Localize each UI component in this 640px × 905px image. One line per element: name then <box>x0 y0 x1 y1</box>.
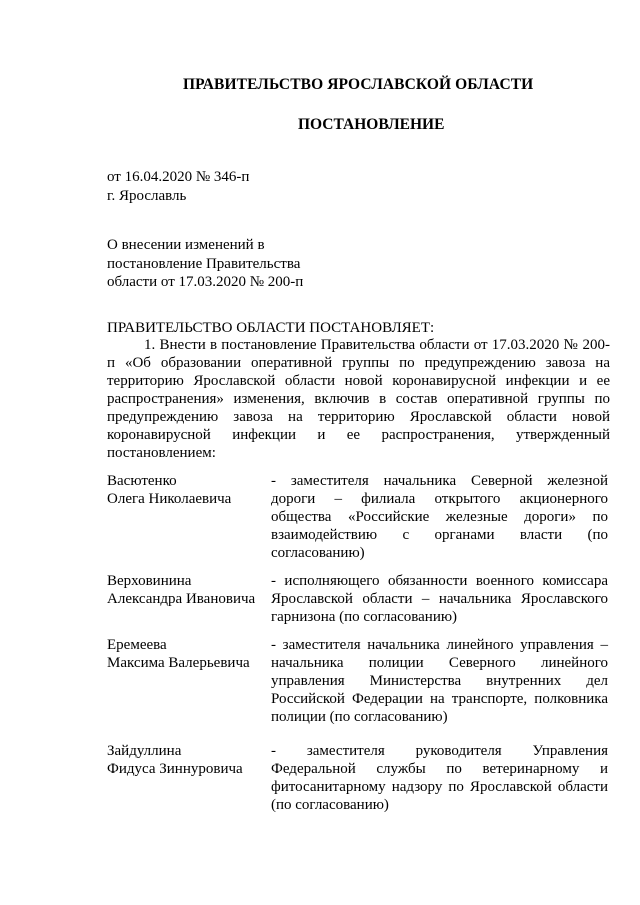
member-name <box>107 472 271 562</box>
date-number: от 16.04.2020 № 346-п <box>107 169 250 185</box>
member-surname: Верховинина <box>107 573 192 589</box>
member-given-names: Олега Николаевича <box>107 491 232 507</box>
member-entry <box>107 742 610 814</box>
member-surname: Зайдуллина <box>107 743 182 759</box>
document-meta <box>107 168 249 206</box>
document-subject <box>107 236 303 292</box>
city: г. Ярославль <box>107 188 187 204</box>
member-entry <box>107 636 610 726</box>
member-position: - заместителя руководителя Управления Федеральной службы по ветеринарному и фитосанитарному надзору по Ярославской области (по согласованию) <box>271 743 608 813</box>
member-surname: Еремеева <box>107 637 167 653</box>
member-given-names: Максима Валерьевича <box>107 655 250 671</box>
subject-line-3: области от 17.03.2020 № 200-п <box>107 274 304 290</box>
member-entry <box>107 472 610 562</box>
subject-line-1: О внесении изменений в <box>107 237 265 253</box>
member-entry <box>107 572 610 626</box>
member-name <box>107 572 271 626</box>
member-surname: Васютенко <box>107 473 177 489</box>
decree-heading: ПРАВИТЕЛЬСТВО ОБЛАСТИ ПОСТАНОВЛЯЕТ: <box>107 320 435 336</box>
member-position: - заместителя начальника линейного управления – начальника полиции Северного линейного управления Министерства внутренних дел Российской Федерации на транспорте, полковника полиции (по согласованию) <box>271 637 608 725</box>
government-title: ПРАВИТЕЛЬСТВО ЯРОСЛАВСКОЙ ОБЛАСТИ <box>183 76 534 93</box>
member-name <box>107 742 271 814</box>
member-given-names: Александра Ивановича <box>107 591 256 607</box>
subject-line-2: постановление Правительства <box>107 255 301 272</box>
member-given-names: Фидуса Зиннуровича <box>107 761 243 777</box>
member-name <box>107 636 271 726</box>
member-position: - заместителя начальника Северной железной дороги – филиала открытого акционерного общества «Российские железные дороги» по взаимодействию с органами власти (по согласованию) <box>271 473 608 561</box>
decree-paragraph-1: 1. Внести в постановление Правительства области от 17.03.2020 № 200-п «Об образовании оперативной группы по предупреждению завоза на территорию Ярославской области новой коронавирусной инфекции и ее распространения» изменения, включив в состав оперативной группы по предупреждению завоза на территорию Ярославской области новой коронавирусной инфекции и ее распространения, утвержденный постановлением: <box>107 337 610 461</box>
member-position: - исполняющего обязанности военного комиссара Ярославской области – начальника Ярославского гарнизона (по согласованию) <box>271 573 608 625</box>
decree-body <box>107 336 610 462</box>
document-type-heading: ПОСТАНОВЛЕНИЕ <box>298 116 445 133</box>
